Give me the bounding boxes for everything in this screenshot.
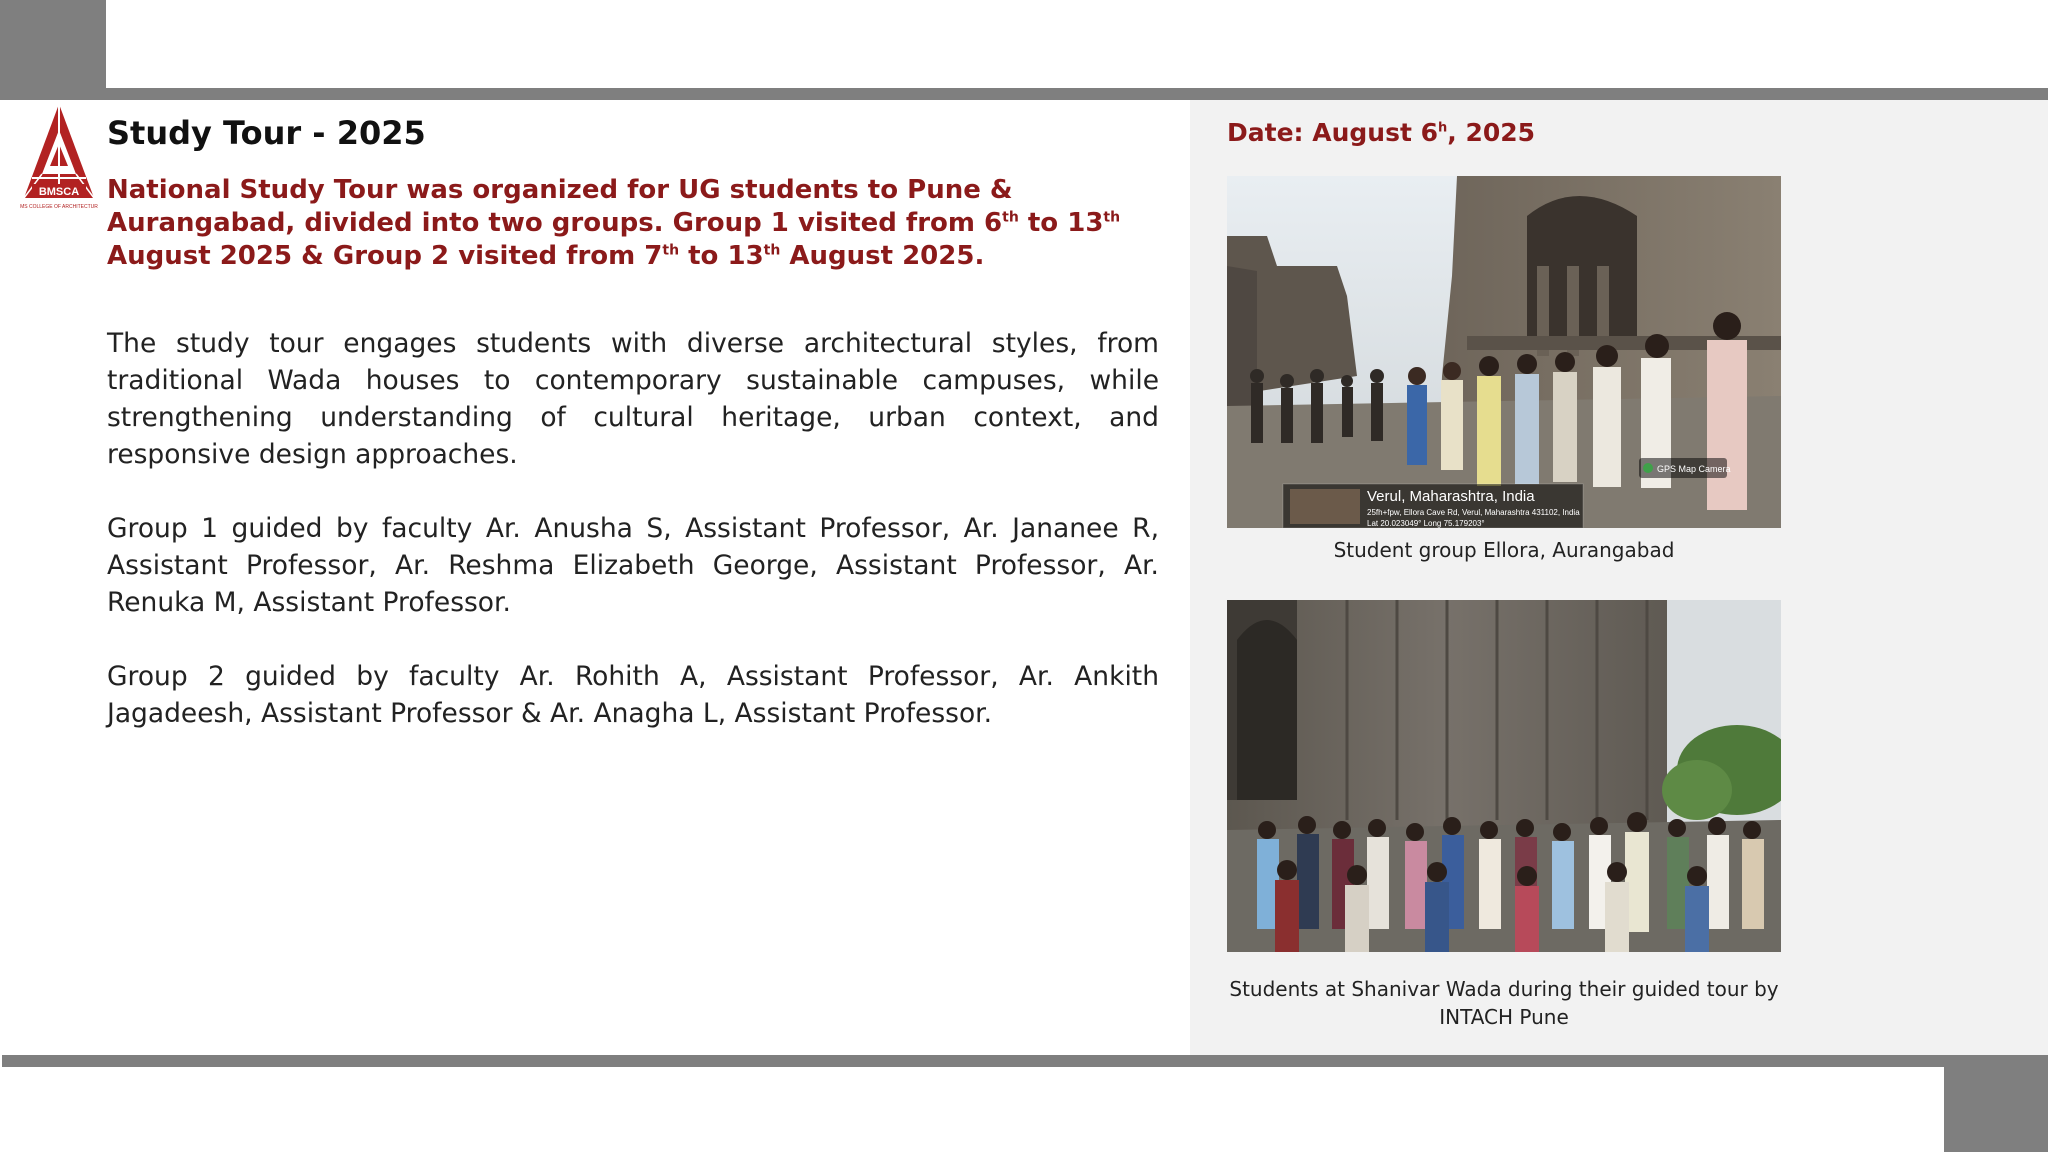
page-title: Study Tour - 2025 xyxy=(107,114,426,152)
logo-text: BMSCA xyxy=(38,186,80,198)
photo-ellora xyxy=(1227,176,1781,528)
gps-badge: GPS Map Camera xyxy=(1657,464,1731,474)
body-text xyxy=(107,325,1159,769)
frame-corner-top-left xyxy=(0,0,106,88)
tour-date: Date: August 6$^h$, 2025 xyxy=(1227,118,1536,147)
lead-paragraph: National Study Tour was organized for UG students to Pune & Aurangabad, divided into two groups. Group 1 visited from 6th to 13th August 2025 & Group 2 visited from 7th to 13th August 2025. xyxy=(107,175,1121,271)
frame-corner-bottom-right xyxy=(1944,1067,2048,1152)
frame-bar-top xyxy=(0,88,2048,100)
photo-caption-shanivar-wada: Students at Shanivar Wada during their guided tour by INTACH Pune xyxy=(1229,977,1779,1029)
body-paragraph-group-1: Group 1 guided by faculty Ar. Anusha S, Assistant Professor, Ar. Jananee R, Assistant Professor, Ar. Reshma Elizabeth George, Assistant Professor, Ar. Renuka M, Assistant Professor. xyxy=(107,513,1159,618)
body-paragraph-group-2: Group 2 guided by faculty Ar. Rohith A, Assistant Professor, Ar. Ankith Jagadeesh, Assistant Professor & Ar. Anagha L, Assistant Professor. xyxy=(107,661,1159,729)
logo-subtext: BMS COLLEGE OF ARCHITECTURE xyxy=(20,204,98,210)
gps-stamp-coords: Lat 20.023049° Long 75.179203° xyxy=(1367,519,1485,528)
bmsca-logo xyxy=(20,100,98,214)
gps-stamp-title: Verul, Maharashtra, India xyxy=(1367,488,1535,505)
photo-caption-ellora: Student group Ellora, Aurangabad xyxy=(1333,538,1675,562)
gps-stamp-address: 25fh+fpw, Ellora Cave Rd, Verul, Maharashtra 431102, India xyxy=(1367,508,1580,517)
body-paragraph-intro: The study tour engages students with diverse architectural styles, from traditional Wada houses to contemporary sustainable campuses, while strengthening understanding of cultural heritage, urban context, and responsive design approaches. xyxy=(107,328,1159,470)
frame-bar-bottom xyxy=(2,1055,2048,1067)
photo-shanivar-wada xyxy=(1227,600,1781,952)
